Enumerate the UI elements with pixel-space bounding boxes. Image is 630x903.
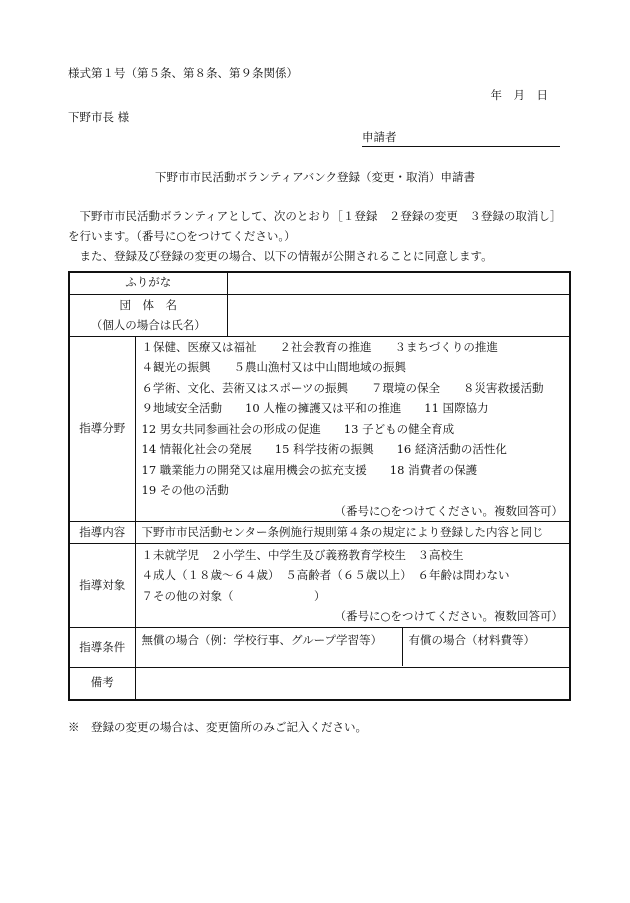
fields-line[interactable]: 17 職業能力の開発又は雇用機会の拡充支援 18 消費者の保護 bbox=[141, 462, 478, 477]
target-line[interactable]: １未就学児 ２小学生、中学生及び義務教育学校生 ３高校生 bbox=[141, 547, 464, 562]
remarks-input[interactable] bbox=[135, 668, 570, 700]
application-table bbox=[68, 271, 571, 701]
group-name-label-cell bbox=[69, 294, 227, 336]
remarks-label: 備考 bbox=[69, 668, 135, 700]
intro-line-2: を行います。（番号に○をつけてください。） bbox=[68, 229, 296, 243]
fields-label: 指導分野 bbox=[69, 336, 135, 522]
applicant-field[interactable] bbox=[362, 131, 560, 147]
addressee: 下野市長 様 bbox=[68, 110, 130, 124]
document-title: 下野市市民活動ボランティアバンク登録（変更・取消）申請書 bbox=[155, 170, 475, 184]
fields-line[interactable]: ９地域安全活動 10 人権の擁護又は平和の推進 11 国際協力 bbox=[141, 401, 489, 415]
group-name-label: 団 体 名 bbox=[119, 298, 177, 312]
group-name-note: （個人の場合は氏名） bbox=[90, 318, 206, 332]
intro-line-3: また、登録及び登録の変更の場合、以下の情報が公開されることに同意します。 bbox=[79, 249, 493, 263]
date-line: 年 月 日 bbox=[490, 88, 548, 102]
fields-note: （番号に○をつけてください。複数回答可） bbox=[334, 503, 563, 518]
applicant-label: 申請者 bbox=[362, 130, 397, 144]
fields-line[interactable]: ４観光の振興 ５農山漁村又は中山間地域の振興 bbox=[141, 360, 406, 374]
conditions-paid-option[interactable] bbox=[403, 628, 536, 666]
intro-text bbox=[68, 206, 568, 266]
target-line[interactable]: ４成人（１８歳～６４歳） ５高齢者（６５歳以上） ６年齢は問わない bbox=[141, 568, 510, 582]
target-note: （番号に○をつけてください。複数回答可） bbox=[334, 609, 563, 623]
target-label: 指導対象 bbox=[69, 544, 135, 628]
fields-line[interactable]: 14 情報化社会の発展 15 科学技術の振興 16 経済活動の活性化 bbox=[141, 442, 507, 456]
conditions-free-option[interactable] bbox=[142, 628, 403, 666]
group-name-input[interactable] bbox=[227, 294, 570, 336]
target-options[interactable] bbox=[135, 544, 570, 628]
content-text: 下野市市民活動センター条例施行規則第４条の規定により登録した内容と同じ bbox=[135, 522, 570, 544]
furigana-input[interactable] bbox=[227, 272, 570, 294]
fields-options[interactable] bbox=[135, 336, 570, 522]
fields-line[interactable]: 19 その他の活動 bbox=[141, 483, 229, 497]
furigana-label: ふりがな bbox=[69, 272, 227, 294]
conditions-free-label: 無償の場合（例：学校行事、グループ学習等） bbox=[141, 633, 383, 648]
intro-line-1: 下野市市民活動ボランティアとして、次のとおり［１登録 ２登録の変更 ３登録の取消し］ bbox=[79, 209, 562, 223]
fields-line[interactable]: ６学術、文化、芸術又はスポーツの振興 ７環境の保全 ８災害救援活動 bbox=[141, 380, 544, 395]
target-line[interactable]: ７その他の対象（ ） bbox=[141, 588, 326, 603]
footnote: ※ 登録の変更の場合は、変更箇所のみご記入ください。 bbox=[68, 720, 367, 734]
fields-line[interactable]: 12 男女共同参画社会の形成の促進 13 子どもの健全育成 bbox=[141, 421, 455, 436]
fields-line[interactable]: １保健、医療又は福祉 ２社会教育の推進 ３まちづくりの推進 bbox=[141, 339, 498, 354]
conditions-paid-label: 有償の場合（材料費等） bbox=[408, 633, 535, 648]
conditions-cell bbox=[135, 628, 570, 668]
content-label: 指導内容 bbox=[69, 522, 135, 544]
form-number: 様式第１号（第５条、第８条、第９条関係） bbox=[68, 66, 298, 80]
conditions-label: 指導条件 bbox=[69, 628, 135, 668]
